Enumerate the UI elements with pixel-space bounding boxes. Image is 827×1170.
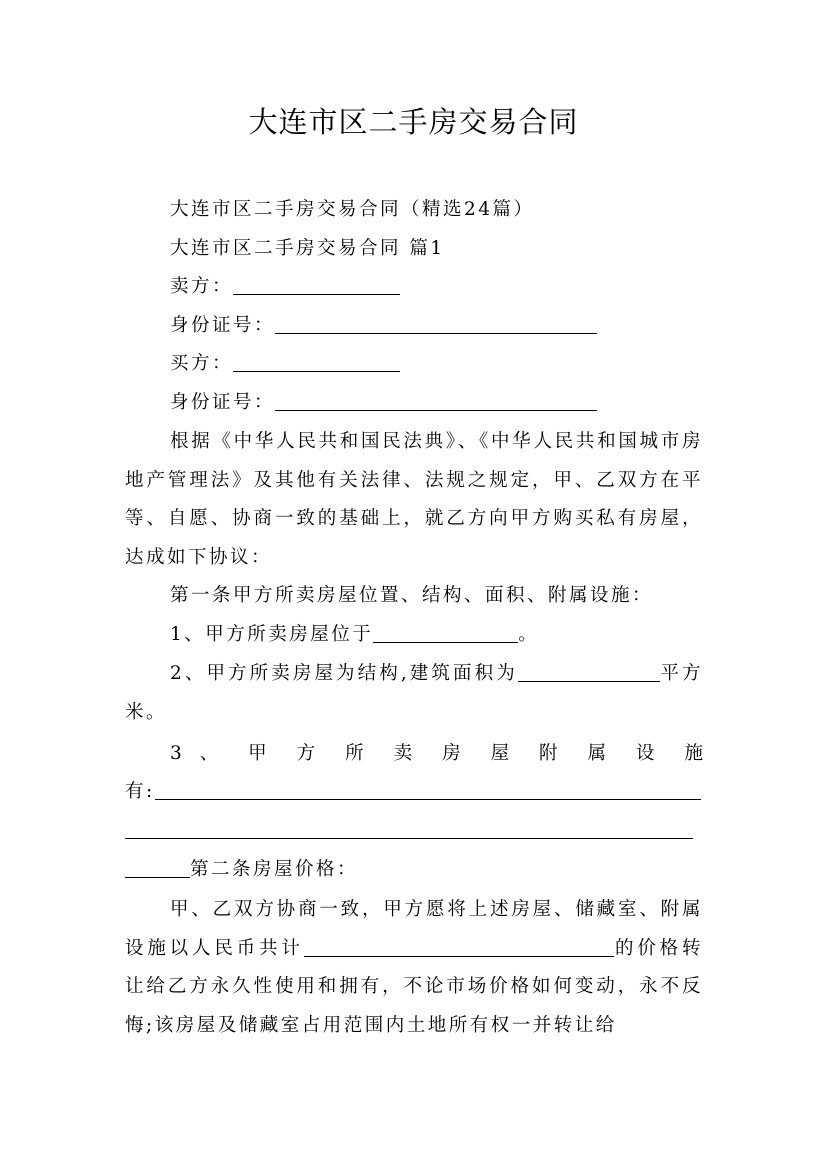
article-one-item-2 [125,655,703,732]
seller-id-label: 身份证号： [170,315,276,336]
item-1-end: 。 [518,624,540,645]
facilities-blank-2 [125,818,693,839]
seller-line [125,268,703,307]
buyer-label: 买方： [170,353,234,374]
item-2-text: 2、甲方所卖房屋为结构,建筑面积为 [170,663,518,684]
buyer-id-line [125,384,703,423]
seller-label: 卖方： [170,276,234,297]
document-title: 大连市区二手房交易合同 [248,105,579,139]
item-1-text: 1、甲方所卖房屋位于 [170,624,374,645]
buyer-line [125,345,703,384]
seller-blank [233,274,400,295]
price-text-2: 的价格转让给乙方永久性使用和拥有，不论市场价格如何变动，永不反悔;该房屋及储藏室占用范围内土地所有权一并转让给 [125,937,703,1036]
paragraph-subtitle [125,191,703,230]
location-blank [373,622,518,643]
subtitle-text: 大连市区二手房交易合同（精选24篇） [170,199,535,220]
article-two-heading-line [125,851,703,890]
item-3-prefix: 有: [125,781,155,802]
item-2-end: 平方米。 [125,663,703,723]
article-two-heading: 第二条房屋价格： [190,859,359,880]
buyer-id-label: 身份证号： [170,392,276,413]
seller-id-line [125,307,703,346]
seller-id-blank [275,313,597,334]
article-one-heading: 第一条甲方所卖房屋位置、结构、面积、附属设施： [170,585,654,606]
price-blank [304,936,614,957]
buyer-blank [233,351,400,372]
section-heading-text: 大连市区二手房交易合同 篇1 [170,238,445,259]
paragraph-preamble: 根据《中华人民共和国民法典》、《中华人民共和国城市房地产管理法》及其他有关法律、法规之规定，甲、乙双方在平等、自愿、协商一致的基础上，就乙方向甲方购买私有房屋，达成如下协议： [125,431,703,568]
paragraph-price [125,891,703,1045]
facilities-blank-3 [125,857,190,878]
facilities-blank-line [125,812,703,851]
area-blank [518,661,660,682]
article-one-item-3-line1: 3 、 甲 方 所 卖 房 屋 附 属 设 施 [170,743,703,764]
facilities-blank-1 [155,779,701,800]
price-text-1: 甲、乙双方协商一致，甲方愿将上述房屋、储藏室、附属设施以人民币共计 [125,899,703,959]
buyer-id-blank [275,390,597,411]
paragraph-section-heading [125,230,703,269]
article-one-item-3-line2 [125,773,703,812]
article-one-item-1 [125,616,703,655]
